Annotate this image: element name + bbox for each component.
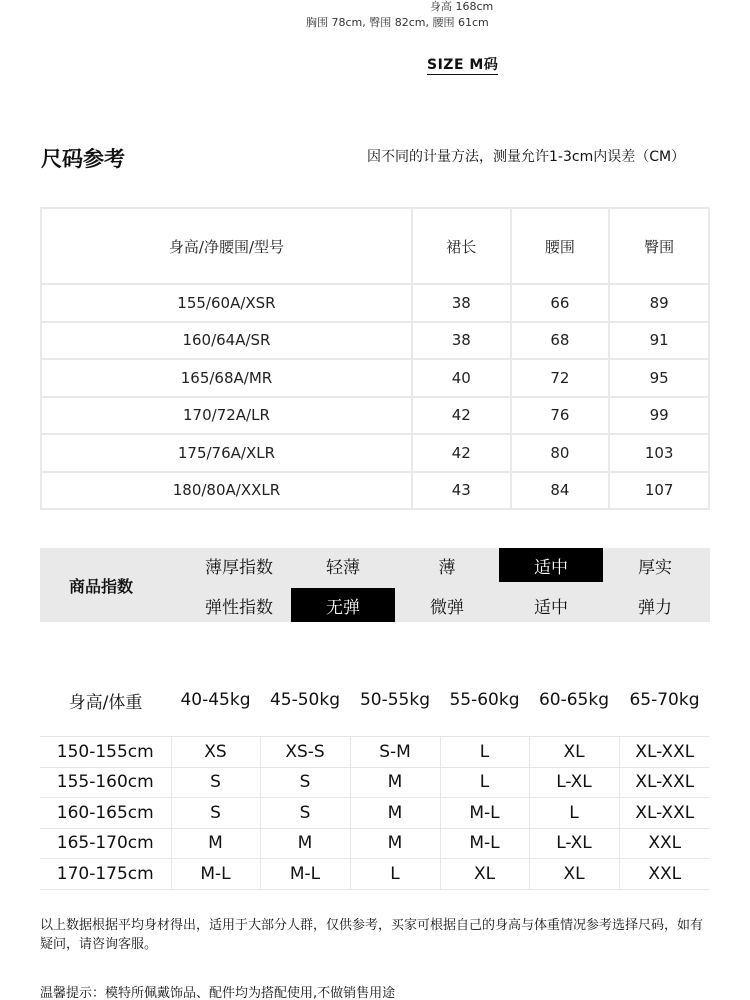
waist-cell: 76 (511, 397, 610, 435)
table-row (40, 767, 710, 798)
product-index-heading: 商品指数 (68, 576, 133, 596)
table-row (40, 798, 710, 829)
header-weight-range: 55-60kg (449, 690, 520, 710)
model-measurements: 胸围 78cm, 臀围 82cm, 腰围 61cm (306, 16, 489, 29)
thickness-option: 轻薄 (326, 557, 360, 578)
size-cell: S (260, 767, 350, 798)
height-weight-header-row (40, 680, 710, 720)
size-code-cell: 165/68A/MR (41, 359, 412, 397)
skirt-length-cell: 42 (412, 397, 511, 435)
size-cell: L (529, 798, 619, 829)
size-cell: XL-XXL (619, 798, 710, 829)
height-range-cell: 150-155cm (40, 737, 171, 768)
size-cell: S (171, 798, 260, 829)
thickness-option: 适中 (499, 548, 603, 582)
size-reference-title: 尺码参考 (41, 147, 125, 171)
size-cell: L-XL (529, 828, 619, 859)
model-size-label: SIZE M码 (427, 57, 499, 73)
size-code-cell: 170/72A/LR (41, 397, 412, 435)
size-cell: XL-XXL (619, 737, 710, 768)
size-cell: L-XL (529, 767, 619, 798)
size-cell: M-L (260, 859, 350, 890)
header-weight-range: 45-50kg (269, 690, 341, 710)
skirt-length-cell: 38 (412, 322, 511, 360)
size-cell: XS (171, 737, 260, 768)
size-cell: L (440, 767, 529, 798)
elasticity-option: 适中 (534, 597, 568, 618)
size-cell: XL (529, 737, 619, 768)
disclaimer-text: 以上数据根据平均身材得出，适用于大部分人群，仅供参考，买家可根据自己的身高与体重情况参考选择尺码，如有疑问，请咨询客服。 (40, 918, 704, 952)
hip-cell: 103 (609, 434, 709, 472)
hip-cell: 107 (609, 472, 709, 510)
size-cell: L (440, 737, 529, 768)
skirt-length-cell: 38 (412, 284, 511, 322)
header-skirt-length: 裙长 (412, 208, 511, 284)
size-cell: S (260, 798, 350, 829)
measurement-note: 因不同的计量方法，测量允许1-3cm内误差（CM） (367, 149, 686, 165)
size-cell: S (171, 767, 260, 798)
skirt-length-cell: 43 (412, 472, 511, 510)
skirt-length-cell: 42 (412, 434, 511, 472)
elasticity-option: 弹力 (638, 597, 672, 618)
elasticity-option: 微弹 (430, 597, 464, 618)
header-height-weight: 身高/体重 (68, 692, 143, 713)
height-range-cell: 170-175cm (40, 859, 171, 890)
height-range-cell: 160-165cm (40, 798, 171, 829)
waist-cell: 84 (511, 472, 610, 510)
waist-cell: 72 (511, 359, 610, 397)
height-weight-chart (40, 680, 710, 884)
table-row (41, 284, 709, 322)
size-code-cell: 175/76A/XLR (41, 434, 412, 472)
header-weight-range: 50-55kg (359, 690, 431, 710)
size-cell: M-L (440, 828, 529, 859)
table-row (41, 322, 709, 360)
size-cell: M (350, 798, 440, 829)
size-cell: M-L (171, 859, 260, 890)
hip-cell: 95 (609, 359, 709, 397)
hip-cell: 91 (609, 322, 709, 360)
size-cell: M (350, 767, 440, 798)
elasticity-option: 无弹 (291, 588, 395, 622)
size-cell: XXL (619, 828, 710, 859)
size-cell: XXL (619, 859, 710, 890)
table-row (41, 359, 709, 397)
height-weight-table (40, 736, 710, 890)
size-cell: L (350, 859, 440, 890)
size-cell: M (350, 828, 440, 859)
table-row (40, 828, 710, 859)
height-range-cell: 155-160cm (40, 767, 171, 798)
size-cell: M (260, 828, 350, 859)
product-index-panel (40, 548, 710, 622)
size-reference-table (40, 207, 710, 510)
table-row (40, 737, 710, 768)
size-cell: XL-XXL (619, 767, 710, 798)
header-weight-range: 60-65kg (538, 690, 610, 710)
thickness-index-row (187, 548, 707, 582)
thickness-index-label: 薄厚指数 (205, 557, 273, 578)
size-code-cell: 160/64A/SR (41, 322, 412, 360)
header-weight-range: 40-45kg (180, 690, 251, 710)
hip-cell: 89 (609, 284, 709, 322)
warm-tip-text: 温馨提示：模特所佩戴饰品、配件均为搭配使用,不做销售用途 (40, 986, 396, 1000)
size-cell: XL (440, 859, 529, 890)
height-range-cell: 165-170cm (40, 828, 171, 859)
size-reference-header-row (41, 208, 709, 284)
table-row (41, 434, 709, 472)
waist-cell: 80 (511, 434, 610, 472)
waist-cell: 66 (511, 284, 610, 322)
waist-cell: 68 (511, 322, 610, 360)
elasticity-index-label: 弹性指数 (205, 597, 273, 618)
size-cell: XL (529, 859, 619, 890)
thickness-option: 薄 (438, 557, 456, 578)
size-cell: S-M (350, 737, 440, 768)
header-weight-range: 65-70kg (629, 690, 700, 710)
hip-cell: 99 (609, 397, 709, 435)
model-height: 身高 168cm (430, 0, 494, 13)
table-row (40, 859, 710, 890)
header-size-code: 身高/净腰围/型号 (41, 208, 412, 284)
table-row (41, 397, 709, 435)
size-code-cell: 180/80A/XXLR (41, 472, 412, 510)
table-row (41, 472, 709, 510)
header-hip: 臀围 (609, 208, 709, 284)
header-waist: 腰围 (511, 208, 610, 284)
size-cell: M (171, 828, 260, 859)
elasticity-index-row (187, 588, 707, 622)
thickness-option: 厚实 (638, 557, 672, 578)
skirt-length-cell: 40 (412, 359, 511, 397)
size-cell: XS-S (260, 737, 350, 768)
size-cell: M-L (440, 798, 529, 829)
size-code-cell: 155/60A/XSR (41, 284, 412, 322)
